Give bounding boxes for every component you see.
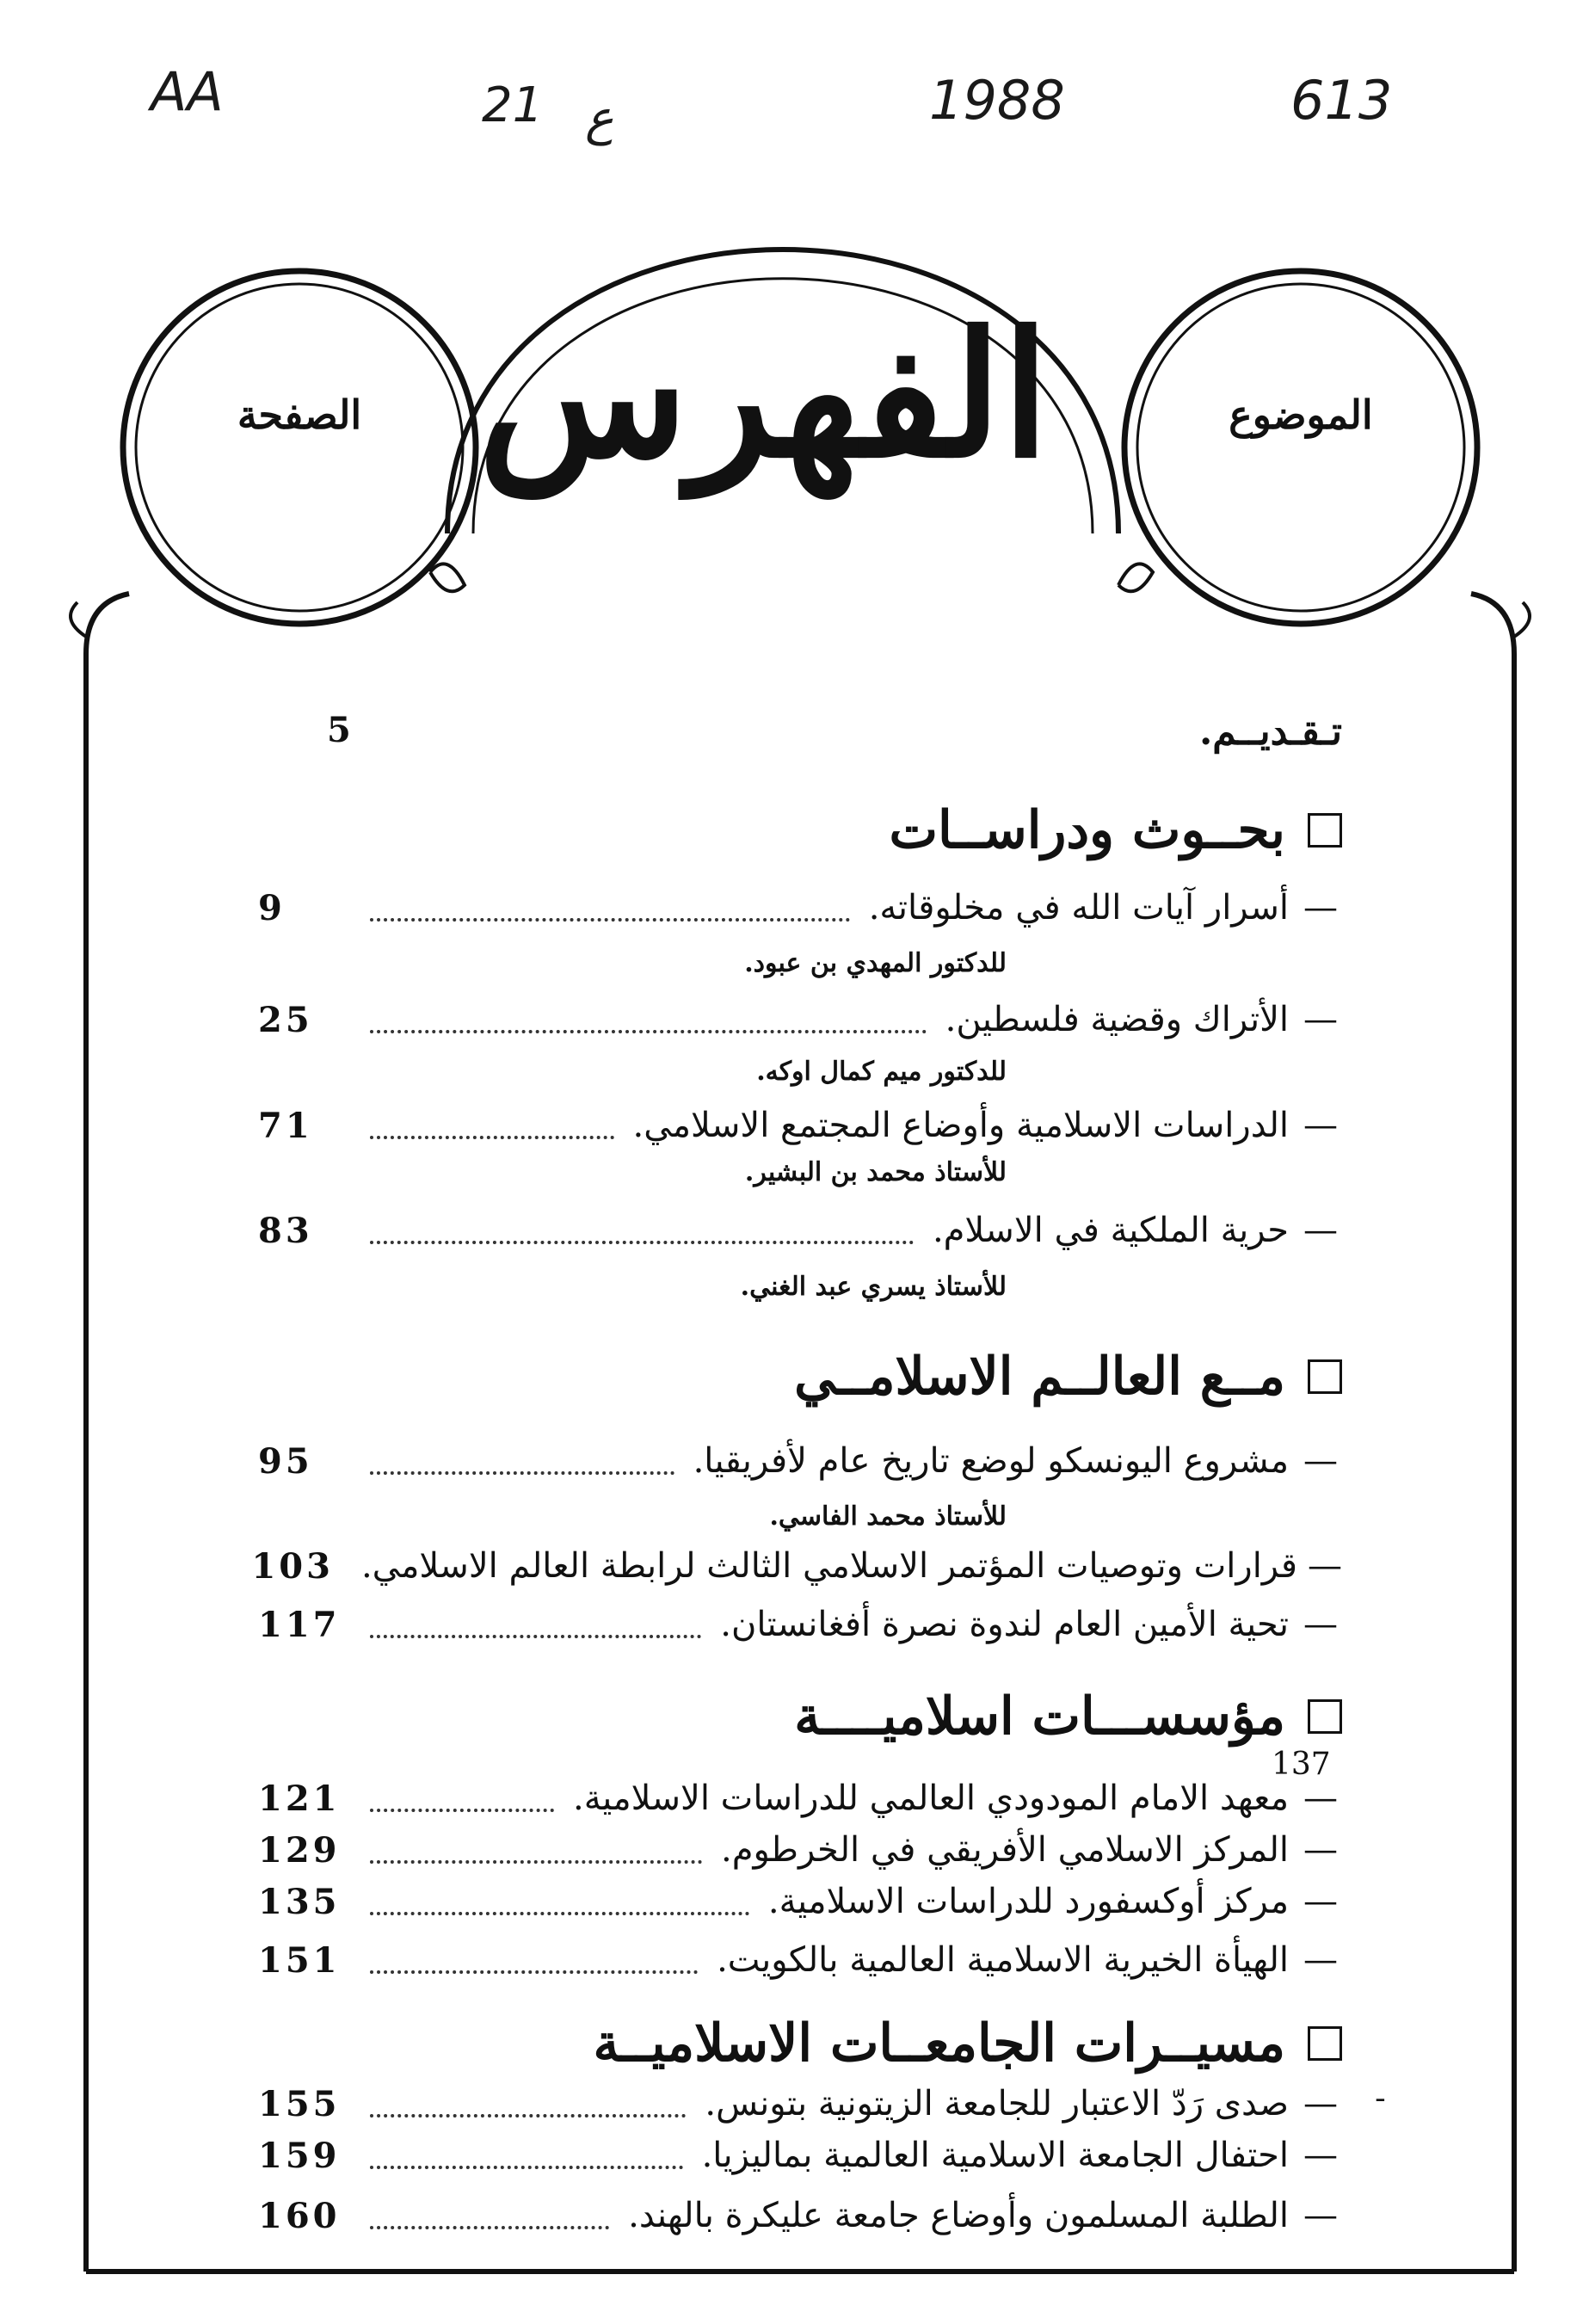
dash-bullet-icon: — xyxy=(1303,2136,1338,2175)
page-title: الفهرس xyxy=(477,294,1050,496)
section-title: بحــوث ودراســات xyxy=(889,800,1285,860)
margin-mark-icon: ـ xyxy=(1377,2078,1384,2108)
entry-author: للدكتور ميم كمال اوكه. xyxy=(756,1057,1007,1087)
entry-title: صدى رَدّ الاعتبار للجامعة الزيتونية بتونس. xyxy=(705,2084,1289,2124)
dot-leader xyxy=(370,1471,674,1475)
checkbox-square-icon xyxy=(1308,1359,1342,1394)
section-heading xyxy=(890,800,1343,860)
dash-bullet-icon: — xyxy=(1303,1940,1338,1980)
toc-entry[interactable] xyxy=(258,1100,1342,1151)
entry-page: 151 xyxy=(258,1939,341,1981)
toc-entry[interactable] xyxy=(258,1824,1342,1876)
handwritten-code-left: 613 xyxy=(1290,69,1393,132)
entry-author: للأستاذ محمد بن البشير. xyxy=(744,1157,1007,1187)
dot-leader xyxy=(370,1809,554,1812)
toc-entry[interactable] xyxy=(258,1876,1342,1927)
dot-leader xyxy=(370,1136,614,1139)
section-heading xyxy=(594,2013,1342,2074)
dash-bullet-icon: — xyxy=(1303,2084,1338,2124)
toc-entry[interactable] xyxy=(258,2130,1342,2181)
entry-page: 159 xyxy=(258,2135,341,2176)
dot-leader xyxy=(370,2166,683,2169)
dash-bullet-icon: — xyxy=(1303,888,1338,928)
dot-leader xyxy=(370,1241,914,1244)
dash-bullet-icon: — xyxy=(1303,1106,1338,1145)
entry-page: 129 xyxy=(258,1829,341,1871)
entry-title: تحية الأمين العام لندوة نصرة أفغانستان. xyxy=(720,1605,1289,1644)
section-title: مؤسســـات اسلاميــــة xyxy=(794,1686,1285,1747)
toc-entry[interactable] xyxy=(258,1435,1342,1487)
entry-page: 9 xyxy=(258,887,286,928)
dash-bullet-icon: — xyxy=(1303,2196,1338,2235)
toc-entry[interactable] xyxy=(251,1540,1342,1592)
entry-title: معهد الامام المودودي العالمي للدراسات الاسلامية. xyxy=(573,1778,1289,1818)
handwritten-issue-letter: ع xyxy=(585,90,614,146)
entry-page: 135 xyxy=(258,1881,341,1922)
checkbox-square-icon xyxy=(1308,1699,1342,1734)
entry-page: 25 xyxy=(258,999,313,1040)
dot-leader xyxy=(370,1912,749,1915)
entry-title: الدراسات الاسلامية وأوضاع المجتمع الاسلامي. xyxy=(632,1106,1289,1145)
entry-title: حرية الملكية في الاسلام. xyxy=(932,1211,1289,1250)
dot-leader xyxy=(370,1860,702,1864)
stray-page-note: 137 xyxy=(1272,1747,1331,1782)
toc-entry[interactable] xyxy=(258,882,1342,934)
section-heading xyxy=(794,1686,1342,1747)
entry-title: الهيأة الخيرية الاسلامية العالمية بالكويت. xyxy=(717,1940,1289,1980)
entry-page: 117 xyxy=(258,1604,341,1645)
handwritten-issue-number: 21 xyxy=(482,77,544,133)
dot-leader xyxy=(370,918,850,922)
section-heading xyxy=(794,1347,1342,1407)
entry-page: 103 xyxy=(251,1545,334,1587)
section-title: مسيــرات الجامعــات الاسلاميــة xyxy=(593,2013,1285,2074)
toc-entry[interactable] xyxy=(258,2190,1342,2241)
dash-bullet-icon: — xyxy=(1303,1830,1338,1870)
entry-title: الطلبة المسلمون وأوضاع جامعة عليكرة بالهند. xyxy=(628,2196,1289,2235)
toc-entry[interactable] xyxy=(258,2078,1342,2130)
page-column-label: الصفحة xyxy=(237,391,362,438)
dot-leader xyxy=(370,1030,927,1033)
toc-entry[interactable] xyxy=(258,1772,1342,1824)
dot-leader xyxy=(370,1970,698,1974)
dash-bullet-icon: — xyxy=(1303,1211,1338,1250)
entry-title: الأتراك وقضية فلسطين. xyxy=(945,1000,1289,1039)
checkbox-square-icon xyxy=(1308,813,1342,848)
entry-title: احتفال الجامعة الاسلامية العالمية بماليزيا. xyxy=(701,2136,1289,2175)
toc-entry[interactable] xyxy=(258,1599,1342,1650)
entry-title: مشروع اليونسكو لوضع تاريخ عام لأفريقيا. xyxy=(693,1441,1289,1481)
dash-bullet-icon: — xyxy=(1308,1546,1342,1586)
intro-label: تـقـديــم. xyxy=(1198,710,1342,754)
entry-title: أسرار آيات الله في مخلوقاته. xyxy=(868,888,1289,928)
toc-entry[interactable] xyxy=(258,1934,1342,1986)
handwritten-code-right: AA xyxy=(151,60,224,123)
dash-bullet-icon: — xyxy=(1303,1441,1338,1481)
entry-author: للأستاذ يسري عبد الغني. xyxy=(740,1272,1007,1302)
entry-author: للدكتور المهدي بن عبود. xyxy=(744,948,1007,978)
dash-bullet-icon: — xyxy=(1303,1605,1338,1644)
dot-leader xyxy=(370,2114,686,2117)
entry-page: 160 xyxy=(258,2195,341,2236)
toc-entry[interactable] xyxy=(258,1205,1342,1256)
dash-bullet-icon: — xyxy=(1303,1778,1338,1818)
entry-title: المركز الاسلامي الأفريقي في الخرطوم. xyxy=(721,1830,1289,1870)
entry-page: 121 xyxy=(258,1778,341,1819)
handwritten-year: 1988 xyxy=(929,69,1065,132)
toc-entry[interactable] xyxy=(258,994,1342,1045)
subject-column-label: الموضوع xyxy=(1229,391,1373,438)
section-title: مــع العالــم الاسلامــي xyxy=(794,1347,1285,1407)
entry-page: 71 xyxy=(258,1105,313,1146)
dash-bullet-icon: — xyxy=(1303,1000,1338,1039)
dot-leader xyxy=(370,1635,701,1638)
entry-page: 83 xyxy=(258,1210,313,1251)
dash-bullet-icon: — xyxy=(1303,1882,1338,1921)
dot-leader xyxy=(370,2226,609,2229)
entry-page: 155 xyxy=(258,2083,341,2124)
entry-title: قرارات وتوصيات المؤتمر الاسلامي الثالث لرابطة العالم الاسلامي. xyxy=(360,1546,1297,1586)
intro-page: 5 xyxy=(327,710,354,750)
entry-page: 95 xyxy=(258,1440,313,1482)
entry-title: مركز أوكسفورد للدراسات الاسلامية. xyxy=(767,1882,1289,1921)
entry-author: للأستاذ محمد الفاسي. xyxy=(769,1501,1007,1532)
checkbox-square-icon xyxy=(1308,2026,1342,2061)
